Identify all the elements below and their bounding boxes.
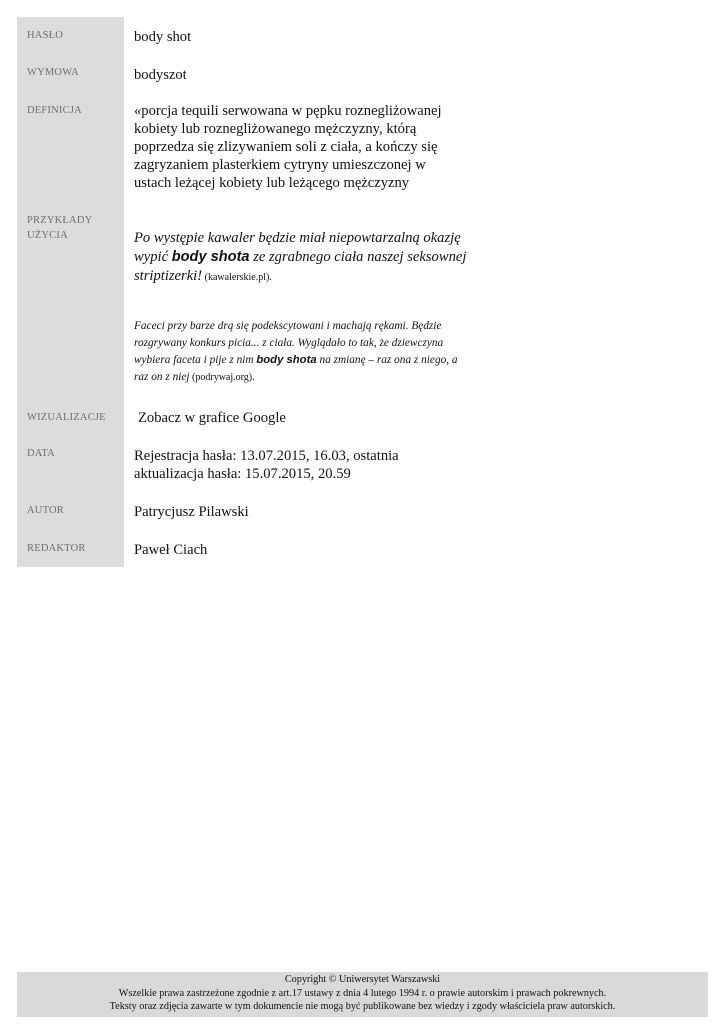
wizualizacje-label: WIZUALIZACJE	[27, 412, 106, 423]
autor-label: AUTOR	[27, 505, 64, 516]
footer-copyright-line: Copyright © Uniwersytet Warszawski	[284, 974, 441, 985]
definicja-value: «porcja tequili serwowana w pępku roznegliżowanej kobiety lub roznegliżowanego mężczyzny, którą poprzedza się zlizywaniem soli z ciała, a kończy się zagryzaniem plasterkiem cytryny umieszczonej w ustach leżącej kobiety lub leżącego mężczyzny	[134, 103, 442, 191]
example-source: (kawalerskie.pl).	[202, 271, 272, 283]
example-source: (podrywaj.org).	[189, 372, 255, 384]
redaktor-label: REDAKTOR	[27, 543, 86, 554]
haslo-label: HASŁO	[27, 30, 64, 41]
data-label: DATA	[27, 448, 55, 459]
redaktor-value: Paweł Ciach	[134, 542, 208, 558]
autor-value: Patrycjusz Pilawski	[134, 504, 249, 520]
example-text-after: ze zgrabnego ciała naszej seksownej striptizerki!	[134, 248, 467, 284]
wymowa-value: bodyszot	[134, 67, 187, 83]
copyright-footer	[17, 972, 708, 1017]
footer-usage-line: Teksty oraz zdjęcia zawarte w tym dokumencie nie mogą być publikowane bez wiedzy i zgody właściciela praw autorskich.	[109, 1001, 616, 1012]
data-value: Rejestracja hasła: 13.07.2015, 16.03, ostatnia aktualizacja hasła: 15.07.2015, 20.59	[134, 448, 399, 482]
footer-rights-line: Wszelkie prawa zastrzeżone zgodnie z art.17 ustawy z dnia 4 lutego 1994 r. o prawie autorskim i prawach pokrewnych.	[118, 987, 607, 999]
example-text-before: Po występie kawaler będzie miał niepowtarzalną okazję wypić	[134, 229, 461, 265]
label-column	[17, 17, 124, 567]
example-headword: body shota	[256, 354, 317, 367]
google-images-link[interactable]: Zobacz w grafice Google	[138, 410, 286, 426]
definicja-label: DEFINICJA	[27, 105, 82, 116]
haslo-value: body shot	[134, 29, 192, 45]
usage-example-2	[134, 318, 464, 386]
wymowa-label: WYMOWA	[27, 67, 79, 78]
przyklady-label: PRZYKŁADY UŻYCIA	[27, 215, 92, 241]
usage-example-1	[134, 229, 474, 287]
example-headword: body shota	[171, 248, 250, 265]
example-text-before: Faceci przy barze drą się podekscytowani i machają rękami. Będzie rozgrywany konkurs picia... z ciała. Wyglądało to tak, że dziewczyna wybiera faceta i pije z nim	[134, 320, 444, 367]
example-text-after: na zmianę – raz ona z niego, a raz on z niej	[134, 354, 458, 384]
